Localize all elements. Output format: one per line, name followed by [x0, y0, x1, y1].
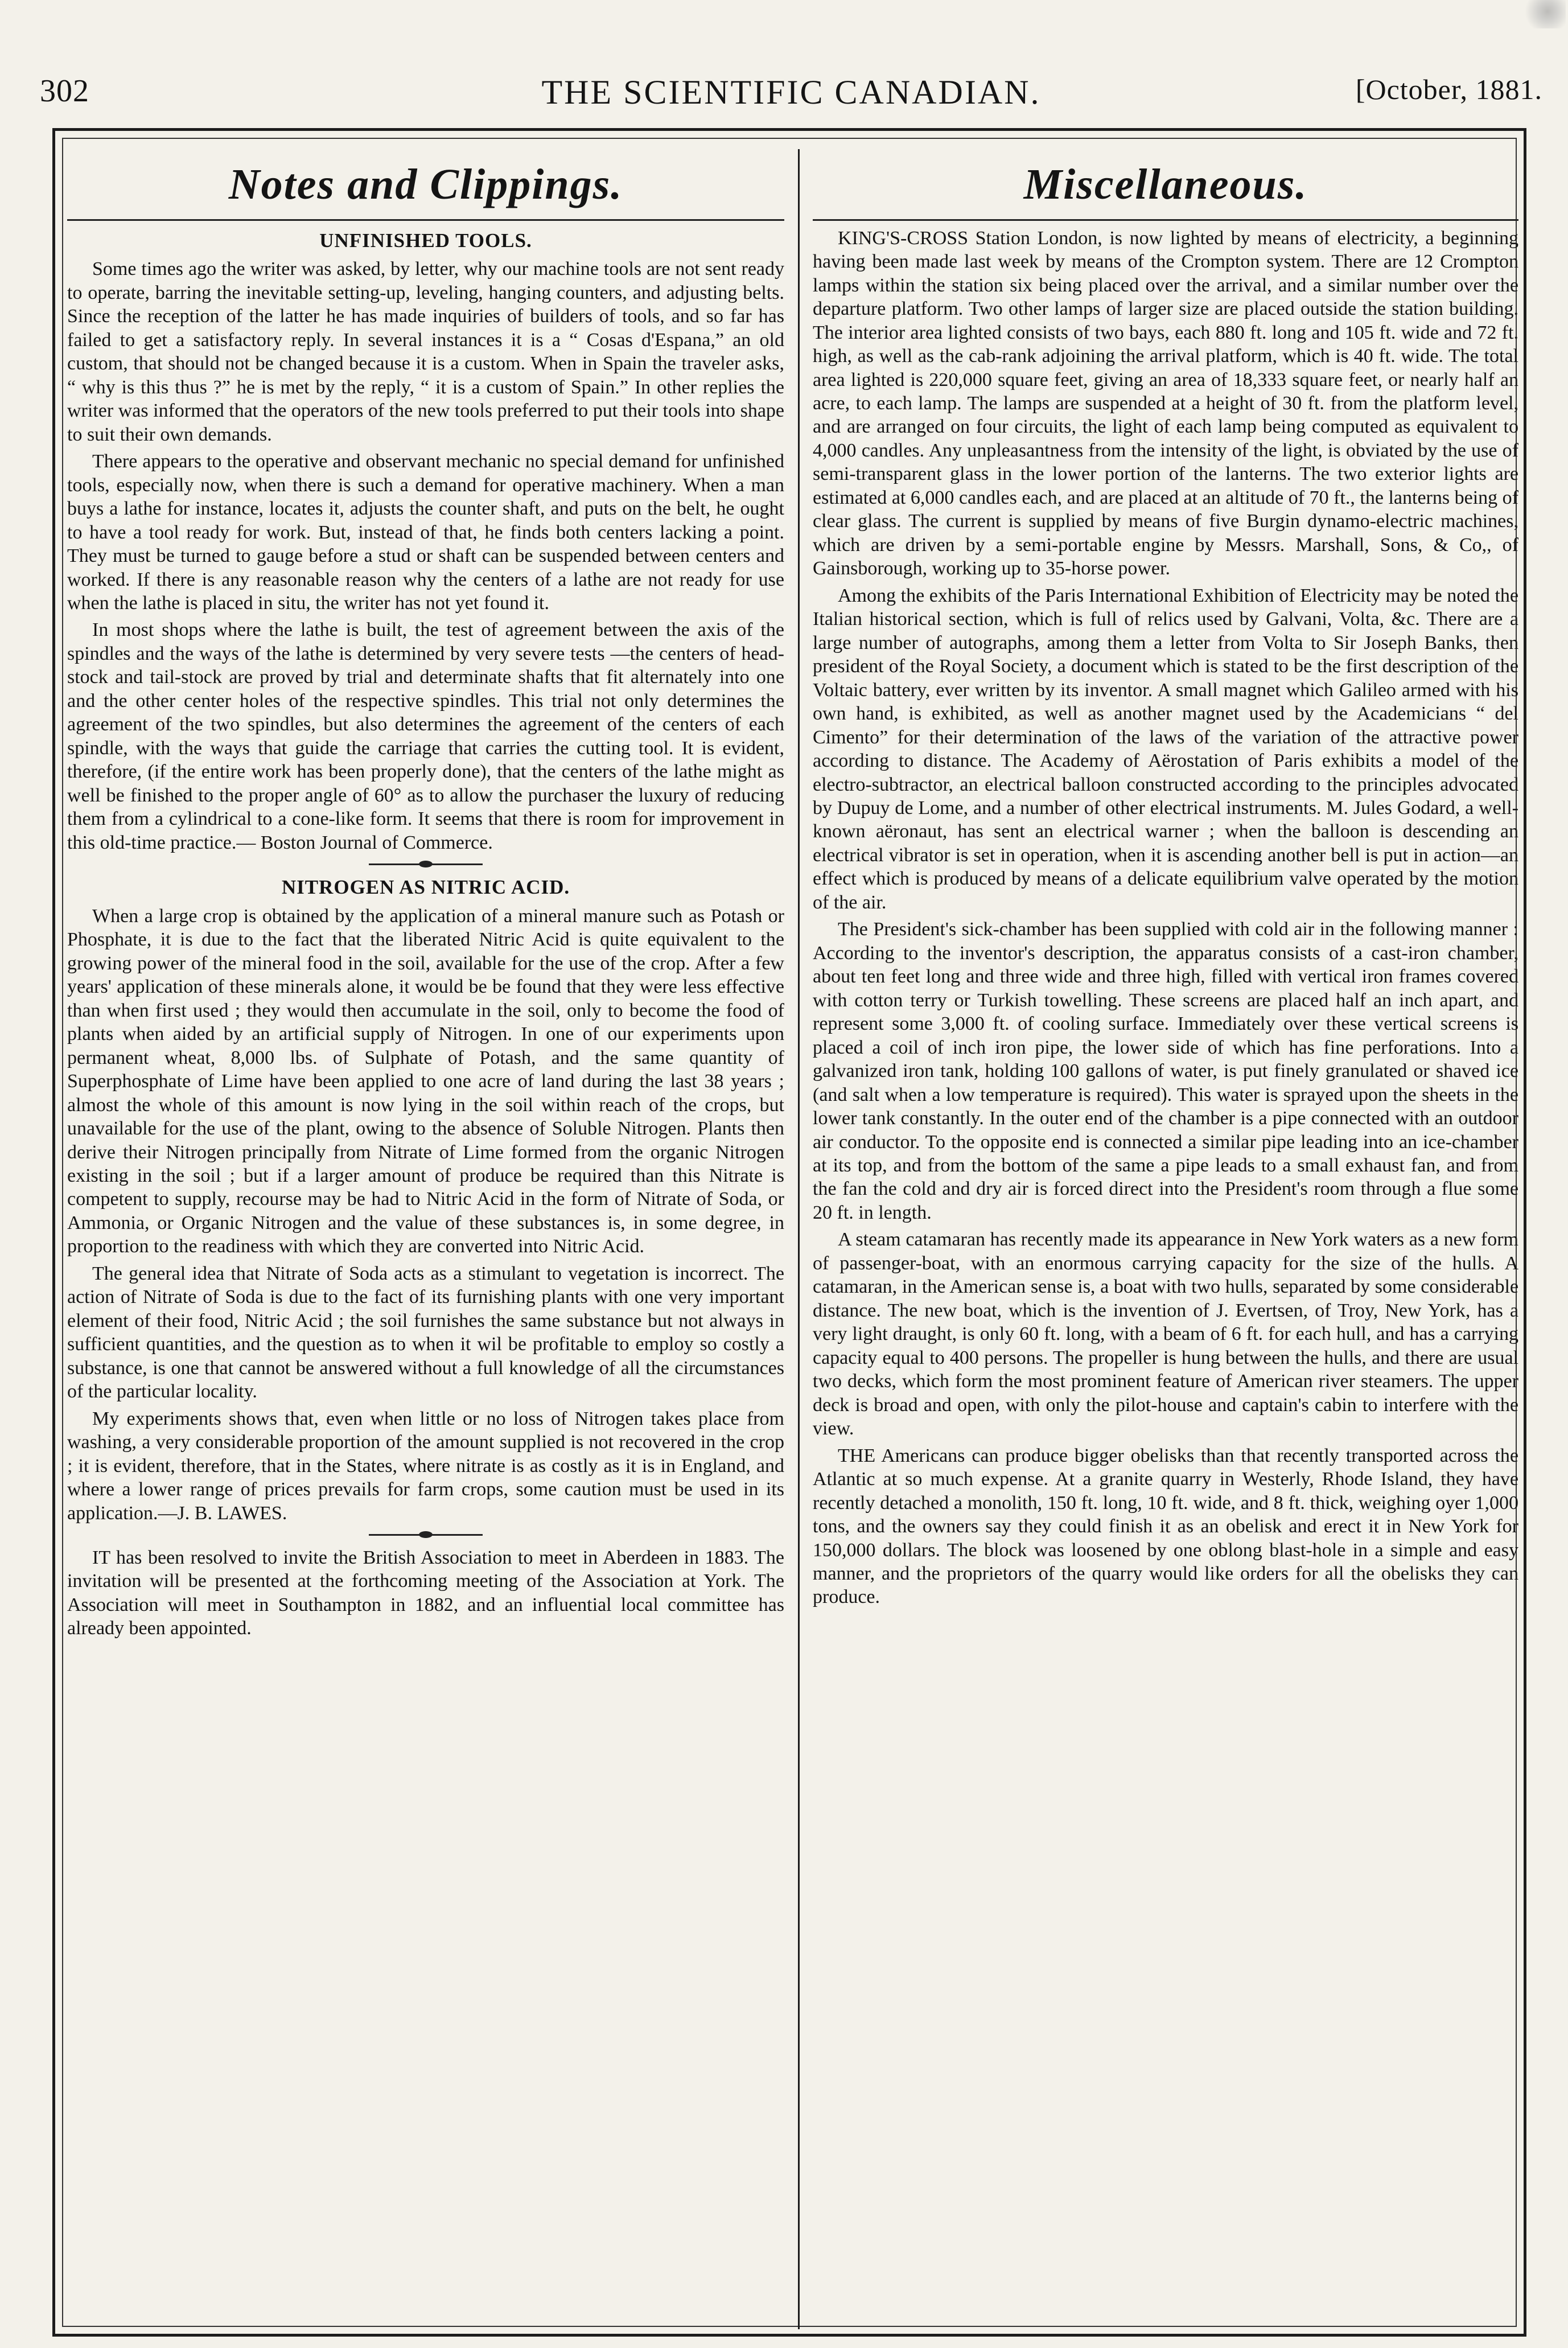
paragraph: IT has been resolved to invite the British Association to meet in Aberdeen in 1883. The invitation will be presented at the forthcoming meeting of the Association at York. The Association will meet in Southampton in 1882, and an influential local committee has already been appointed. [67, 1547, 784, 1639]
paragraph: In most shops where the lathe is built, the test of agreement between the axis of the spindles and the ways of the lathe is determined by very severe tests —the centers of head-stock and tail-stock are proved by trial and determinate shafts that fit alternately into one and the other center holes of the respective spindles. This trial not only determines the agreement of the two spindles, but also determines the agreement of the centers of each spindle, with the ways that guide the carriage that carries the cutting tool. It is evident, therefore, (if the entire work has been properly done), that the centers of the lathe might as well be finished to the proper angle of 60° as to allow the purchaser the luxury of reducing them from a cylindrical to a cone-like form. It seems that there is room for improvement in this old-time practice.— Boston Journal of Commerce. [67, 619, 784, 853]
paragraph: There appears to the operative and observant mechanic no special demand for unfinished tools, especially now, when there is such a demand for operative machinery. When a man buys a lathe for instance, locates it, adjusts the counter shaft, and puts on the belt, he ought to have a tool ready for work. But, instead of that, he finds both centers lacking a point. They must be turned to gauge before a stud or shaft can be suspended between centers and worked. If there is any reasonable reason why the centers of a lathe are not ready for use when the lathe is placed in situ, the writer has not yet found it. [67, 451, 784, 614]
issue-date: [October, 1881. [1355, 73, 1542, 105]
article-title-nitrogen: NITROGEN AS NITRIC ACID. [281, 876, 570, 899]
paragraph: THE Americans can produce bigger obelisks than that recently transported across the Atlantic at so much expense. At a granite quarry in Westerly, Rhode Island, they have recently detached a monolith, 150 ft. long, 10 ft. wide, and 8 ft. thick, weighing oyer 1,000 tons, and the owners say they could finish it as an obelisk and erect it in New York for 150,000 dollars. The block was loosened by one oblong blast-hole in a simple and easy manner, and the proprietors of the quarry would like orders for all the obelisks they can produce. [813, 1445, 1518, 1608]
article-separator [369, 863, 483, 865]
paragraph: KING'S-CROSS Station London, is now lighted by means of electricity, a beginning having been made last week by means of the Crompton system. There are 12 Crompton lamps within the station six being placed over the arrival, and a similar number over the departure platform. Two other lamps of larger size are placed outside the station building. The interior area lighted consists of two bays, each 880 ft. long and 105 ft. wide and 72 ft. high, as well as the cab-rank adjoining the arrival platform, which is 40 ft. wide. The total area lighted is 220,000 square feet, giving an area of 18,333 square feet, or nearly half an acre, to each lamp. The lamps are suspended at a height of 30 ft. from the platform level, and are arranged on four circuits, the light of each lamp being computed as equivalent to 4,000 candles. Any unpleasantness from the intensity of the light, is obviated by the use of semi-transparent glass in the lower portion of the lanterns. The two exterior lights are estimated at 6,000 candles each, and are placed at an altitude of 70 ft., the lanterns being of clear glass. The current is supplied by means of five Burgin dynamo-electric machines, which are driven by a semi-portable engine by Messrs. Marshall, Sons, & Co,, of Gainsborough, working up to 35-horse power. [813, 227, 1518, 579]
page-number: 302 [40, 73, 89, 109]
journal-title: THE SCIENTIFIC CANADIAN. [541, 73, 1041, 111]
paragraph: A steam catamaran has recently made its appearance in New York waters as a new form of passenger-boat, with an enormous carrying capacity for the size of the hulls. A catamaran, in the American sense is, a boat with two hulls, separated by some considerable distance. The new boat, which is the invention of J. Evertsen, of Troy, New York, has a very light draught, is only 60 ft. long, with a beam of 6 ft. for each hull, and has a carrying capacity equal to 400 persons. The propeller is hung between the hulls, and there are usual two decks, which form the most prominent feature of American river steamers. The upper deck is broad and open, with only the pilot-house and captain's cabin to interfere with the view. [813, 1229, 1518, 1440]
paragraph: The President's sick-chamber has been supplied with cold air in the following manner : According to the inventor's description, the apparatus consists of a cast-iron chamber, about ten feet long and three wide and three high, filled with vertical iron frames covered with cotton terry or Turkish towelling. These screens are placed half an inch apart, and represent some 3,000 ft. of cooling surface. Immediately over these vertical screens is placed a coil of inch iron pipe, the lower side of which has fine perforations. Into a galvanized iron tank, holding 100 gallons of water, is put finely granulated or shaved ice (and salt when a low temperature is required). This water is sprayed upon the sheets in the lower tank constantly. In the outer end of the chamber is a pipe connected with an outdoor air conductor. To the opposite end is connected a similar pipe leading into an ice-chamber at its top, and from the bottom of the same a pipe leads to a small exhaust fan, and from the fan the cold and dry air is forced direct into the President's room through a flue some 20 ft. in length. [813, 919, 1518, 1223]
right-column [813, 149, 1518, 2312]
paragraph: Among the exhibits of the Paris International Exhibition of Electricity may be noted the Italian historical section, which is full of relics used by Galvani, Volta, &c. There are a large number of autographs, among them a letter from Volta to Sir Joseph Banks, then president of the Royal Society, a document which is stated to be the first description of the Voltaic battery, ever written by its inventor. A small magnet which Galileo armed with his own hand, is exhibited, as well as another magnet used by the Academicians “ del Cimento” for their determination of the laws of the variation of the attractive power according to distance. The Academy of Aërostation of Paris exhibits a model of the electro-subtractor, an electrical balloon constructed according to the principles advocated by Dupuy de Lome, and a number of other electrical instruments. M. Jules Godard, a well-known aëronaut, has sent an electrical warner ; when the balloon is descending an electrical vibrator is set in operation, when it is ascending another bell is put in action—an effect which is produced by means of a delicate equilibrium valve operated by the motion of the air. [813, 585, 1518, 913]
left-column [67, 149, 784, 2312]
article-title-unfinished-tools: UNFINISHED TOOLS. [319, 229, 532, 252]
paragraph: My experiments shows that, even when little or no loss of Nitrogen takes place from washing, a very considerable proportion of the amount supplied is not recovered in the crop ; it is evident, therefore, that in the States, where nitrate is as costly as it is in England, and where a lower range of prices prevails for farm crops, some caution must be used in its application.—J. B. LAWES. [67, 1408, 784, 1524]
section-heading-miscellaneous: Miscellaneous. [813, 149, 1518, 221]
running-head [40, 67, 1542, 118]
column-rule [798, 149, 800, 2329]
paragraph: Some times ago the writer was asked, by letter, why our machine tools are not sent ready to operate, barring the inevitable setting-up, leveling, hanging counters, and adjusting belts. Since the reception of the latter he has made inquiries of builders of tools, and so far has failed to get a satisfactory reply. In several instances it is a “ Cosas d'Espana,” an old custom, that should not be changed because it is a custom. When in Spain the traveler asks, “ why is this thus ?” he is met by the reply, “ it is a custom of Spain.” In other replies the writer was informed that the operators of the new tools preferred to put their tools into shape to suit their own demands. [67, 258, 784, 445]
scan-blemish [1520, 0, 1566, 28]
article-separator [369, 1534, 483, 1536]
paragraph: When a large crop is obtained by the application of a mineral manure such as Potash or Phosphate, it is due to the fact that the liberated Nitric Acid is quite equivalent to the growing power of the mineral food in the soil, available for the use of the crop. After a few years' application of these minerals alone, it would be be found that they were less effective than when first used ; they would then accumulate in the soil, only to become the food of plants when aided by an artificial supply of Nitrogen. In one of our experiments upon permanent wheat, 8,000 lbs. of Sulphate of Potash, and the same quantity of Superphosphate of Lime have been applied to one acre of land during the last 38 years ; almost the whole of this amount is now lying in the soil within reach of the crops, but unavailable for the use of the plant, owing to the absence of Soluble Nitrogen. Plants then derive their Nitrogen principally from Nitrate of Lime formed from the organic Nitrogen existing in the soil ; but if a larger amount of produce be required than this Nitrate is competent to supply, recourse may be had to Nitric Acid in the form of Nitrate of Soda, or Ammonia, or Organic Nitrogen and the value of these substances is, in some degree, in proportion to the readiness with which they are converted into Nitric Acid. [67, 905, 784, 1257]
section-heading-notes: Notes and Clippings. [67, 149, 784, 221]
paragraph: The general idea that Nitrate of Soda acts as a stimulant to vegetation is incorrect. The action of Nitrate of Soda is due to the fact of its furnishing plants with one very important element of their food, Nitric Acid ; the soil furnishes the same substance but not always in sufficient quantities, and the question as to when it wil be profitable to employ so costly a substance, is one that cannot be answered without a full knowledge of all the circumstances of the particular locality. [67, 1263, 784, 1403]
